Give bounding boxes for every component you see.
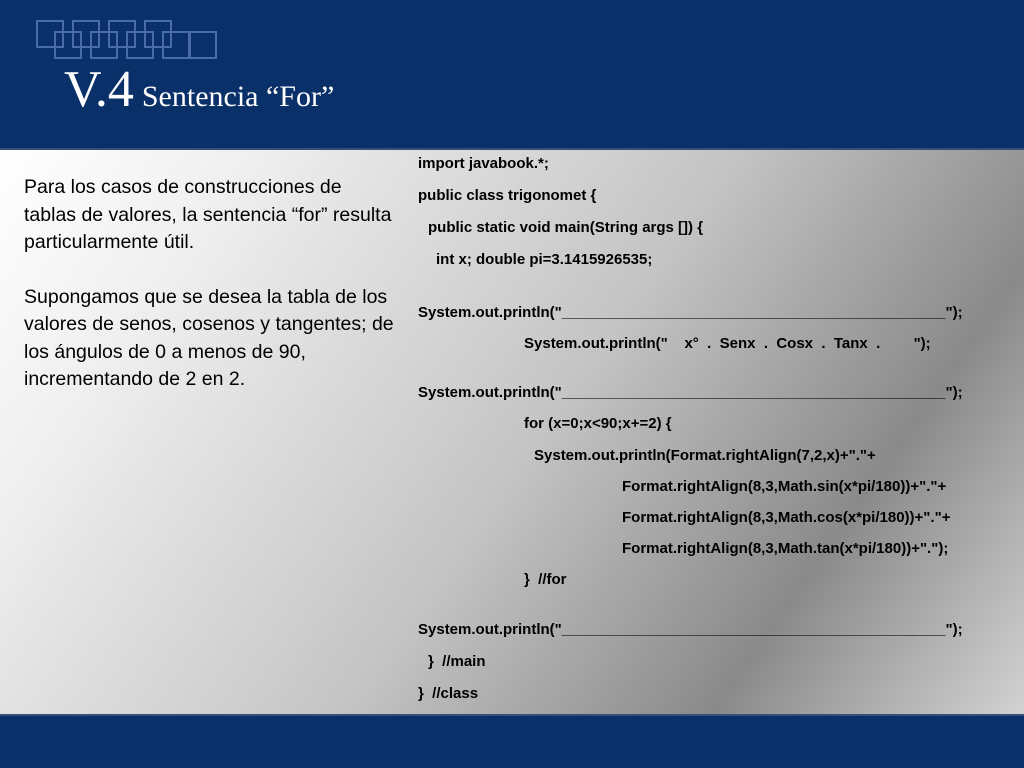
code-line: int x; double pi=3.1415926535;	[436, 251, 653, 268]
slide-number: V.4	[64, 61, 134, 118]
code-line: for (x=0;x<90;x+=2) {	[524, 415, 672, 432]
code-line: System.out.println("______________________________________________");	[418, 304, 963, 321]
code-line: Format.rightAlign(8,3,Math.tan(x*pi/180))+".");	[622, 540, 949, 557]
code-line: System.out.println("______________________________________________");	[418, 621, 963, 638]
decorative-squares-icon	[36, 20, 226, 62]
slide-header	[0, 0, 1024, 148]
slide-title-text: Sentencia “For”	[141, 80, 335, 113]
code-line: System.out.println("______________________________________________");	[418, 384, 963, 401]
code-line: System.out.println(Format.rightAlign(7,2,x)+"."+	[534, 447, 876, 464]
code-line: public class trigonomet {	[418, 187, 597, 204]
paragraph-example: Supongamos que se desea la tabla de los valores de senos, cosenos y tangentes; de los ángulos de 0 a menos de 90, incrementando de 2 en 2.	[24, 285, 394, 390]
code-line: } //main	[428, 653, 486, 670]
code-line: } //class	[418, 685, 479, 702]
code-line: Format.rightAlign(8,3,Math.sin(x*pi/180))+"."+	[622, 478, 947, 495]
code-line: import javabook.*;	[418, 155, 549, 172]
description-text	[24, 174, 394, 421]
code-line: Format.rightAlign(8,3,Math.cos(x*pi/180))+"."+	[622, 509, 951, 526]
code-line: System.out.println(" x° . Senx . Cosx . Tanx . ");	[524, 335, 931, 352]
code-line: public static void main(String args []) {	[428, 219, 704, 236]
code-line: } //for	[524, 571, 567, 588]
paragraph-intro: Para los casos de construcciones de tablas de valores, la sentencia “for” resulta particularmente útil.	[24, 176, 392, 253]
slide-title	[64, 60, 334, 119]
